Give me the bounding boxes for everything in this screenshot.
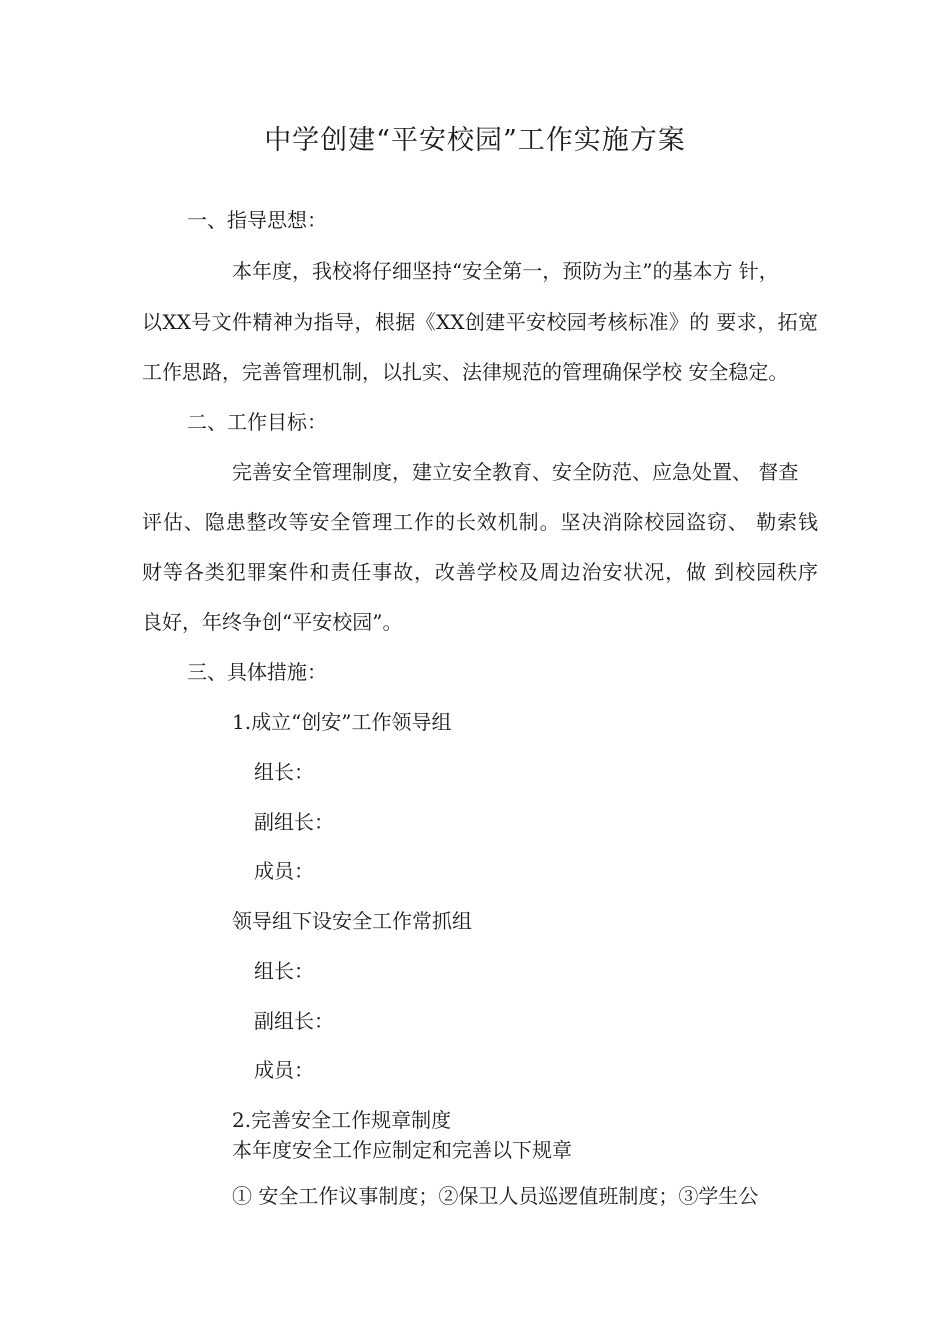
deputy-leader-label: 副组长： <box>254 1009 334 1033</box>
paragraph-line: 以XX号文件精神为指导，根据《XX创建平安校园考核标准》的 要求，拓宽 <box>142 310 818 334</box>
group-leader-label: 组长： <box>254 959 314 983</box>
group-leader-label: 组长： <box>254 760 314 784</box>
deputy-leader-label: 副组长： <box>254 810 334 834</box>
document-title: 中学创建“平安校园”工作实施方案 <box>264 125 686 156</box>
paragraph-line: 完善安全管理制度，建立安全教育、安全防范、应急处置、 督查 <box>232 460 799 484</box>
section-heading-specific-measures: 三、具体措施： <box>187 660 327 684</box>
paragraph-line: 本年度安全工作应制定和完善以下规章 <box>232 1138 572 1162</box>
paragraph-line: 本年度，我校将仔细坚持“安全第一，预防为主”的基本方 针， <box>232 259 779 283</box>
rules-list-line: ① 安全工作议事制度；②保卫人员巡逻值班制度；③学生公 <box>232 1184 759 1208</box>
section-heading-work-goals: 二、工作目标： <box>187 410 327 434</box>
paragraph-line: 财等各类犯罪案件和责任事故，改善学校及周边治安状况，做 到校园秩序 <box>142 560 818 584</box>
members-label: 成员： <box>254 859 314 883</box>
item-heading: 2.完善安全工作规章制度 <box>232 1108 452 1132</box>
subgroup-heading: 领导组下设安全工作常抓组 <box>232 909 472 933</box>
paragraph-line: 良好，年终争创“平安校园”。 <box>142 610 403 634</box>
item-heading: 1.成立“创安”工作领导组 <box>232 710 452 734</box>
paragraph-line: 工作思路，完善管理机制，以扎实、法律规范的管理确保学校 安全稳定。 <box>142 360 789 384</box>
members-label: 成员： <box>254 1058 314 1082</box>
section-heading-guiding-ideology: 一、指导思想： <box>187 208 327 232</box>
paragraph-line: 评估、隐患整改等安全管理工作的长效机制。坚决消除校园盗窃、 勒索钱 <box>142 510 818 534</box>
